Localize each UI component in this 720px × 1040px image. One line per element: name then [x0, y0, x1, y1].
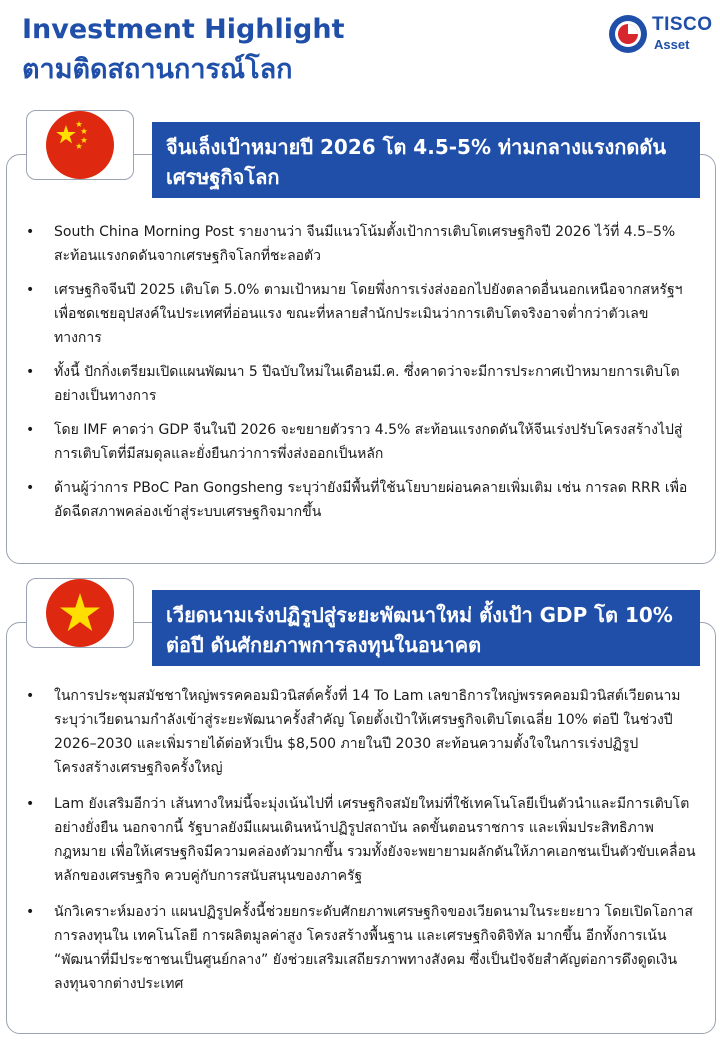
list-item: • Lam ยังเสริมอีกว่า เส้นทางใหม่นี้จะมุ่งเน้นไปที่ เศรษฐกิจสมัยใหม่ที่ใช้เทคโนโลยีเป็นตัวนำและมีการเติบโตอย่างยั่งยืน นอกจากนี้ รัฐบาลยังมีแผนเดินหน้าปฏิรูปสถาบัน ลดขั้นตอนราชการ และเพิ่มประสิทธิภาพกฎหมาย เพื่อให้เศรษฐกิจมีความคล่องตัวมากขึ้น รวมทั้งยังจะพยายามผลักดันให้ภาคเอกชนเป็นตัวขับเคลื่อนหลักของเศรษฐกิจ ควบคู่กับการสนับสนุนของภาครัฐ: [24, 792, 696, 888]
china-flag-icon: [46, 111, 114, 179]
list-item: • โดย IMF คาดว่า GDP จีนในปี 2026 จะขยายตัวราว 4.5% สะท้อนแรงกดดันให้จีนเร่งปรับโครงสร้างไปสู่การเติบโตที่มีสมดุลและยั่งยืนกว่าการพึ่งส่งออกเป็นหลัก: [24, 418, 696, 466]
list-item: • ด้านผู้ว่าการ PBoC Pan Gongsheng ระบุว่ายังมีพื้นที่ใช้นโยบายผ่อนคลายเพิ่มเติม เช่น การลด RRR เพื่ออัดฉีดสภาพคล่องเข้าสู่ระบบเศรษฐกิจมากขึ้น: [24, 476, 696, 524]
list-item: • นักวิเคราะห์มองว่า แผนปฏิรูปครั้งนี้ช่วยยกระดับศักยภาพเศรษฐกิจของเวียดนามในระยะยาว โดยเปิดโอกาสการลงทุนใน เทคโนโลยี การผลิตมูลค่าสูง โครงสร้างพื้นฐาน และเศรษฐกิจดิจิทัล มากขึ้น อีกทั้งการเน้น “พัฒนาที่มีประชาชนเป็นศูนย์กลาง” ยังช่วยเสริมเสถียรภาพทางสังคม ซึ่งเป็นปัจจัยสำคัญต่อการดึงดูดเงินลงทุนจากต่างประเทศ: [24, 900, 696, 996]
vietnam-flag-icon: [46, 579, 114, 647]
list-item: • เศรษฐกิจจีนปี 2025 เติบโต 5.0% ตามเป้าหมาย โดยพึ่งการเร่งส่งออกไปยังตลาดอื่นนอกเหนือจากสหรัฐฯ เพื่อชดเชยอุปสงค์ในประเทศที่อ่อนแรง ขณะที่หลายสำนักประเมินว่าการเติบโตจริงอาจต่ำกว่าตัวเลขทางการ: [24, 278, 696, 350]
china-headline-banner: จีนเล็งเป้าหมายปี 2026 โต 4.5-5% ท่ามกลางแรงกดดันเศรษฐกิจโลก: [152, 122, 700, 198]
vietnam-bullet-list: [24, 684, 696, 1008]
logo-brand-text: TISCO: [652, 14, 713, 35]
vietnam-flag-frame: [26, 578, 134, 648]
logo-sub-text: Asset: [654, 37, 690, 52]
vietnam-headline-banner: เวียดนามเร่งปฏิรูปสู่ระยะพัฒนาใหม่ ตั้งเป้า GDP โต 10% ต่อปี ดันศักยภาพการลงทุนในอนาคต: [152, 590, 700, 666]
list-item: • ทั้งนี้ ปักกิ่งเตรียมเปิดแผนพัฒนา 5 ปีฉบับใหม่ในเดือนมี.ค. ซึ่งคาดว่าจะมีการประกาศเป้าหมายการเติบโตอย่างเป็นทางการ: [24, 360, 696, 408]
page-title: Investment Highlight: [22, 14, 345, 45]
china-bullet-list: [24, 220, 696, 534]
tisco-logo: [608, 10, 718, 60]
tisco-logo-mark-icon: [608, 14, 648, 54]
china-flag-frame: [26, 110, 134, 180]
list-item: • South China Morning Post รายงานว่า จีนมีแนวโน้มตั้งเป้าการเติบโตเศรษฐกิจปี 2026 ไว้ที่ 4.5–5% สะท้อนแรงกดดันจากเศรษฐกิจโลกที่ชะลอตัว: [24, 220, 696, 268]
list-item: • ในการประชุมสมัชชาใหญ่พรรคคอมมิวนิสต์ครั้งที่ 14 To Lam เลขาธิการใหญ่พรรคคอมมิวนิสต์เวียดนาม ระบุว่าเวียดนามกำลังเข้าสู่ระยะพัฒนาครั้งสำคัญ โดยตั้งเป้าให้เศรษฐกิจเติบโตเฉลี่ย 10% ต่อปี ในช่วงปี 2026–2030 และเพิ่มรายได้ต่อหัวเป็น $8,500 ภายในปี 2030 สะท้อนความตั้งใจในการเร่งปฏิรูปโครงสร้างเศรษฐกิจครั้งใหญ่: [24, 684, 696, 780]
page-subtitle: ตามติดสถานการณ์โลก: [22, 54, 293, 85]
